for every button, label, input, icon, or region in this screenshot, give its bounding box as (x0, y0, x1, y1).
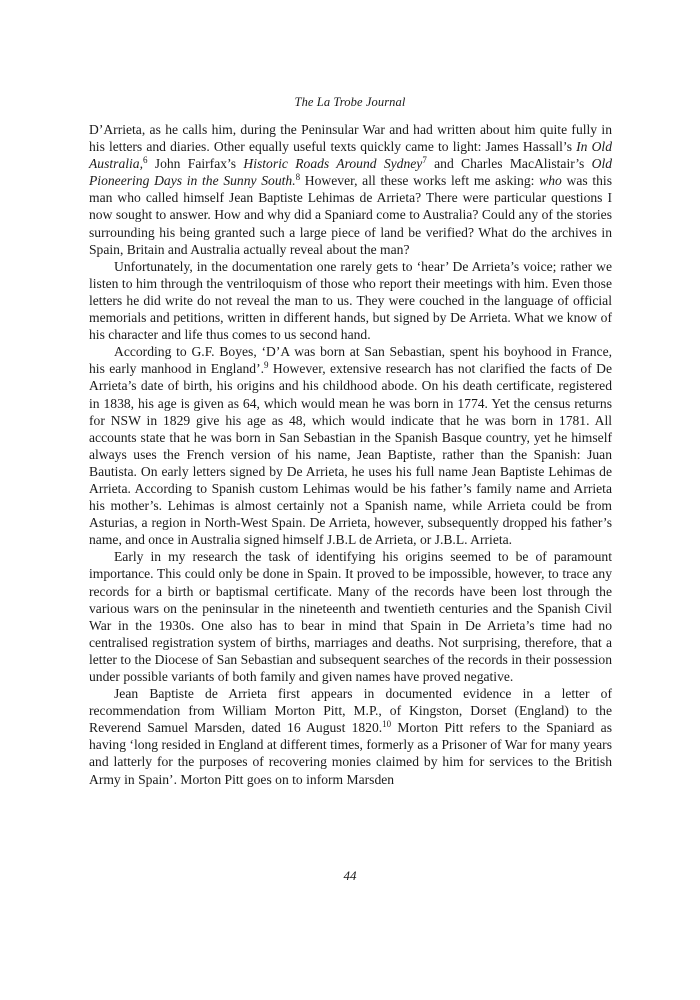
text-run: However, all these works left me asking: (300, 173, 540, 189)
footnote-ref: 6 (143, 155, 148, 166)
text-run: Early in my research the task of identifying his origins seemed to be of paramount importance. This could only be done in Spain. It proved to be impossible, however, to trace any records for a birth or baptismal certificate. Many of the records have been lost through the various wars on the peninsular in the nineteenth and twentieth centuries and the Spanish Civil War in the 1930s. One also has to bear in mind that Spain in De Arrieta’s time had no centralised registration system of births, marriages and deaths. Not surprising, therefore, that a letter to the Diocese of San Sebastian and subsequent searches of the records in their possession under possible variants of both family and given names have proved negative. (89, 549, 612, 684)
text-run: D’Arrieta, as he calls him, during the Peninsular War and had written about him quite fully in his letters and diaries. Other equally useful texts quickly came to light: James Hassall’s (89, 122, 612, 155)
text-run: According to G.F. Boyes, ‘D’A was born at San Sebastian, spent his boyhood in France, his early manhood in England’. (89, 344, 612, 377)
paragraph (89, 685, 612, 788)
text-run: was this man who called himself Jean Baptiste Lehimas de Arrieta? There were particular questions I now sought to answer. How and why did a Spaniard come to Australia? Could any of the stories surrounding his being granted such a large piece of land be verified? What do the archives in Spain, Britain and Australia actually reveal about the man? (89, 173, 612, 257)
page-number: 44 (343, 868, 357, 883)
text-run: Jean Baptiste de Arrieta first appears in documented evidence in a letter of recommendation from William Morton Pitt, M.P., of Kingston, Dorset (England) to the Reverend Samuel Marsden, dated 16 August 1820. (89, 686, 612, 736)
italic-text: In Old Australia, (89, 139, 612, 172)
footnote-ref: 10 (382, 719, 392, 730)
paragraph (89, 548, 612, 685)
italic-text: Old Pioneering Days in the Sunny South. (89, 156, 613, 189)
italic-text: who (539, 173, 562, 189)
text-run: However, extensive research has not clarified the facts of De Arrieta’s date of birth, his origins and his childhood abode. On his death certificate, registered in 1838, his age is given as 64, which would mean he was born in 1774. Yet the census returns for NSW in 1829 give his age as 48, which would indicate that he was born in 1781. All accounts state that he was born in San Sebastian in the Spanish Basque country, yet he himself always uses the French version of his name, Jean Baptiste, rather than the Spanish: Juan Bautista. On early letters signed by De Arrieta, he uses his full name Jean Baptiste Lehimas de Arrieta. According to Spanish custom Lehimas would be his father’s family name and Arrieta his mother’s. Lehimas is almost certainly not a Spanish name, while Arrieta could be from Asturias, a region in North-West Spain. De Arrieta, however, subsequently dropped his father’s name, and once in Australia signed himself J.B.L de Arrieta, or J.B.L. Arrieta. (89, 361, 612, 548)
footnote-ref: 8 (295, 172, 301, 183)
running-title: The La Trobe Journal (294, 95, 406, 109)
footnote-ref: 9 (264, 360, 269, 371)
footnote-ref: 7 (422, 155, 427, 166)
body-text (89, 121, 612, 788)
paragraph (89, 258, 612, 343)
text-run: Unfortunately, in the documentation one rarely gets to ‘hear’ De Arrieta’s voice; rather we listen to him through the ventriloquism of those who report their meetings with him. Even those letters he did write do not reveal the man to us. They were couched in the language of official memorials and petitions, written in different hands, but signed by De Arrieta. What we know of his character and life thus comes to us second hand. (89, 258, 612, 343)
italic-text: Historic Roads Around Sydney (243, 156, 423, 172)
paragraph (89, 121, 612, 258)
text-run: Morton Pitt refers to the Spaniard as having ‘long resided in England at different times, formerly as a Prisoner of War for many years and latterly for the purposes of recovering monies claimed by him for services to the British Army in Spain’. Morton Pitt goes on to inform Marsden (89, 720, 612, 787)
text-run: and Charles MacAlistair’s (426, 156, 592, 172)
text-run: John Fairfax’s (147, 156, 244, 172)
paragraph (89, 343, 612, 548)
